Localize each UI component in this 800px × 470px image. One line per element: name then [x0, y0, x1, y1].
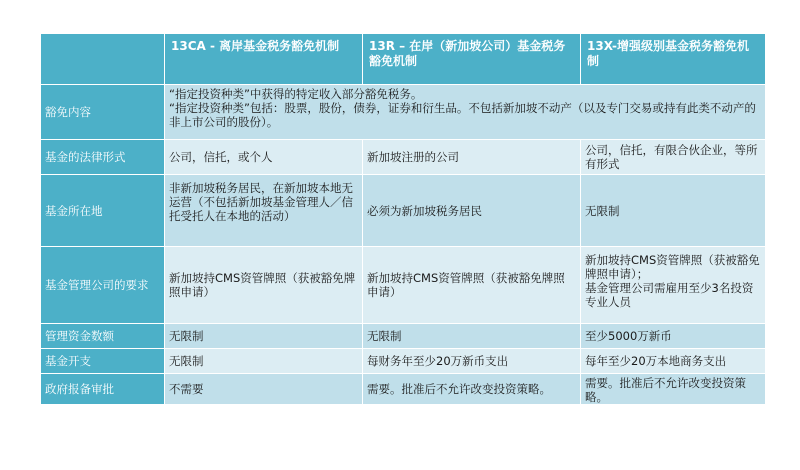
- table-row: [41, 349, 766, 374]
- table-row: [41, 324, 766, 349]
- row-label-exemption: 豁免内容: [41, 85, 165, 140]
- header-13r: 13R – 在岸（新加坡公司）基金税务豁免机制: [363, 34, 581, 85]
- row-label-legal-form: 基金的法律形式: [41, 140, 165, 175]
- location-13r: 必须为新加坡税务居民: [363, 175, 581, 247]
- table-row: [41, 85, 766, 140]
- approval-13x: 需要。批准后不允许改变投资策略。: [581, 374, 766, 405]
- table-row: [41, 175, 766, 247]
- row-label-approval: 政府报备审批: [41, 374, 165, 405]
- header-corner: [41, 34, 165, 85]
- legal-form-13r: 新加坡注册的公司: [363, 140, 581, 175]
- tax-exemption-comparison-table: [40, 33, 766, 405]
- row-label-manager-requirement: 基金管理公司的要求: [41, 247, 165, 324]
- location-13x: 无限制: [581, 175, 766, 247]
- approval-13r: 需要。批准后不允许改变投资策略。: [363, 374, 581, 405]
- approval-13ca: 不需要: [165, 374, 363, 405]
- aum-13ca: 无限制: [165, 324, 363, 349]
- legal-form-13x: 公司，信托，有限合伙企业，等所有形式: [581, 140, 766, 175]
- aum-13r: 无限制: [363, 324, 581, 349]
- header-13x: 13X-增强级别基金税务豁免机制: [581, 34, 766, 85]
- row-label-aum: 管理资金数额: [41, 324, 165, 349]
- table-row: [41, 247, 766, 324]
- expenses-13x: 每年至少20万本地商务支出: [581, 349, 766, 374]
- header-13ca: 13CA - 离岸基金税务豁免机制: [165, 34, 363, 85]
- row-label-location: 基金所在地: [41, 175, 165, 247]
- header-row: [41, 34, 766, 85]
- aum-13x: 至少5000万新币: [581, 324, 766, 349]
- legal-form-13ca: 公司，信托，或个人: [165, 140, 363, 175]
- table-row: [41, 140, 766, 175]
- manager-req-13r: 新加坡持CMS资管牌照（获被豁免牌照申请）: [363, 247, 581, 324]
- table-row: [41, 374, 766, 405]
- expenses-13ca: 无限制: [165, 349, 363, 374]
- manager-req-13ca: 新加坡持CMS资管牌照（获被豁免牌照申请）: [165, 247, 363, 324]
- expenses-13r: 每财务年至少20万新币支出: [363, 349, 581, 374]
- location-13ca: 非新加坡税务居民，在新加坡本地无运营（不包括新加坡基金管理人／信托受托人在本地的活动）: [165, 175, 363, 247]
- row-label-expenses: 基金开支: [41, 349, 165, 374]
- manager-req-13x: 新加坡持CMS资管牌照（获被豁免牌照申请）； 基金管理公司需雇用至少3名投资专业人员: [581, 247, 766, 324]
- exemption-content-cell: “指定投资种类”中获得的特定收入部分豁免税务。 “指定投资种类”包括：股票，股份，债券，证券和衍生品。不包括新加坡不动产（以及专门交易或持有此类不动产的非上市公司的股份）。: [165, 85, 766, 140]
